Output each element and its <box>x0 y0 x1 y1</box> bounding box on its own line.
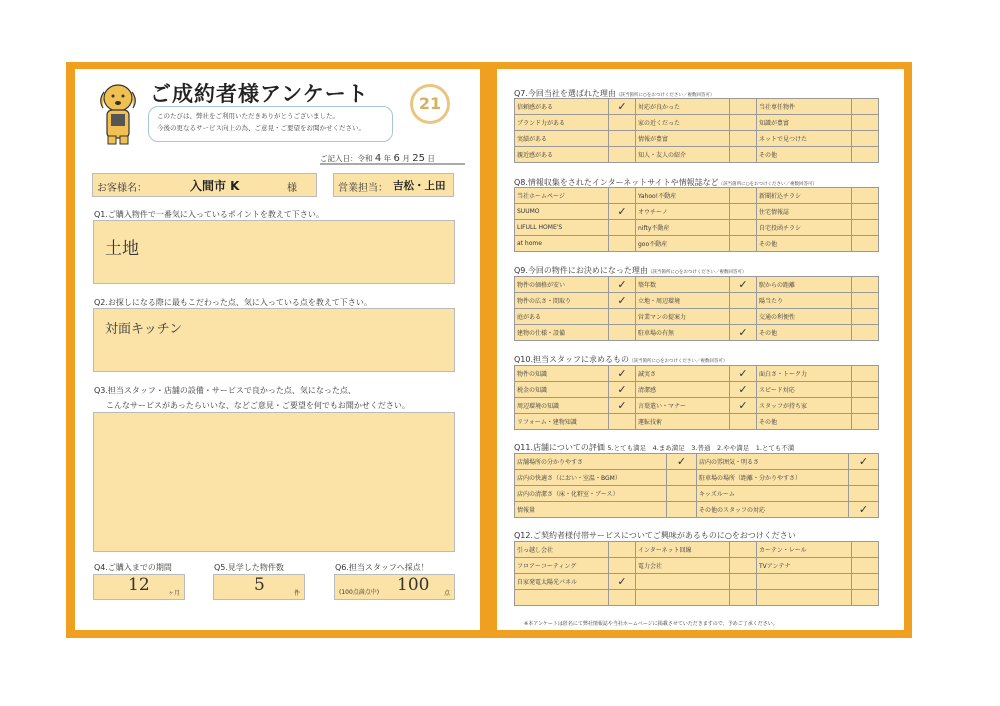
q7-option-label: 知識が豊富 <box>757 115 852 131</box>
q11-checkbox[interactable] <box>849 486 879 502</box>
date-underline <box>320 163 465 165</box>
q7-option-label: 信頼感がある <box>515 99 609 115</box>
q12-option-label: 自家発電太陽光パネル <box>515 574 609 590</box>
q10-option-label: 誠実さ <box>636 366 730 382</box>
q7-row <box>515 115 879 131</box>
q9-option-label: 物件の価格が安い <box>515 277 609 293</box>
q10-option-label: その他 <box>757 414 852 430</box>
q12-row <box>515 574 879 590</box>
q7-checkbox[interactable] <box>852 99 879 115</box>
q1-question: Q1.ご購入物件で一番気に入っているポイントを教えて下さい。 <box>94 210 324 219</box>
greeting-bubble <box>148 106 393 142</box>
customer-suffix: 様 <box>287 183 297 194</box>
q10-checkbox[interactable] <box>852 366 879 382</box>
q12-checkbox[interactable] <box>852 574 879 590</box>
q12-checkbox[interactable] <box>730 542 757 558</box>
q7-checkbox[interactable] <box>730 131 757 147</box>
q7-checkbox[interactable] <box>609 115 636 131</box>
q10-note: （該当箇所に○をおつけください／複数回答可） <box>629 359 728 364</box>
q11-option-label: 店内の雰囲気・明るさ <box>697 454 849 470</box>
q9-checkbox[interactable]: ✓ <box>730 325 757 341</box>
q9-checkbox[interactable]: ✓ <box>609 277 636 293</box>
q2-question: Q2.お探しになる際に最もこだわった点、気に入っている点を教えて下さい。 <box>94 298 372 307</box>
q5-question: Q5.見学した物件数 <box>214 563 284 572</box>
greeting-line-1: このたびは、弊社をご利用いただきありがとうございました。 <box>157 112 339 120</box>
q8-option-label: オウチーノ <box>636 204 730 220</box>
q11-row <box>515 502 879 518</box>
q9-option-label: 建物の仕様・設備 <box>515 325 609 341</box>
date-month: 6 <box>393 153 400 164</box>
q10-row <box>515 398 879 414</box>
q10-row <box>515 414 879 430</box>
q3-answer-box <box>93 412 455 552</box>
q8-checkbox[interactable] <box>609 188 636 204</box>
q10-checkbox[interactable]: ✓ <box>730 366 757 382</box>
q9-checkbox[interactable]: ✓ <box>609 293 636 309</box>
q7-option-label: 知人・友人の紹介 <box>636 147 730 163</box>
q7-option-label: ネットで見つけた <box>757 131 852 147</box>
staff-label: 営業担当： <box>338 183 388 194</box>
page-title: ご成約者様アンケート <box>150 82 369 106</box>
q10-checkbox[interactable]: ✓ <box>730 382 757 398</box>
q10-checkbox[interactable]: ✓ <box>609 382 636 398</box>
q9-option-label: 駅からの距離 <box>757 277 852 293</box>
q6-question: Q6.担当スタッフへ採点！ <box>335 563 429 572</box>
q11-option-label: 店内の快適さ（におい・室温・BGM） <box>515 470 667 486</box>
q8-option-label: LIFULL HOME'S <box>515 220 609 236</box>
q9-checkbox[interactable] <box>730 293 757 309</box>
q10-row <box>515 366 879 382</box>
q12-table <box>514 541 879 606</box>
q10-checkbox[interactable] <box>730 414 757 430</box>
q8-checkbox[interactable] <box>730 220 757 236</box>
q8-option-label: nifty不動産 <box>636 220 730 236</box>
q10-checkbox[interactable] <box>852 414 879 430</box>
q3-question-line-2: こんなサービスがあったらいいな、などご意見・ご要望を何でもお聞かせください。 <box>106 401 410 410</box>
q12-option-label <box>757 574 852 590</box>
date-month-unit: 月 <box>402 154 410 163</box>
q9-option-label: 交通の利便性 <box>757 309 852 325</box>
q7-option-label: 当社専任物件 <box>757 99 852 115</box>
q9-option-label: 物件の広さ・間取り <box>515 293 609 309</box>
q11-checkbox[interactable] <box>667 486 697 502</box>
q8-checkbox[interactable] <box>609 236 636 252</box>
q10-option-label: 清潔感 <box>636 382 730 398</box>
q9-checkbox[interactable] <box>609 309 636 325</box>
century21-logo: 21 <box>410 84 450 124</box>
q8-checkbox[interactable] <box>852 220 879 236</box>
q7-checkbox[interactable] <box>609 147 636 163</box>
q10-option-label: 周辺環境の知識 <box>515 398 609 414</box>
q11-checkbox[interactable] <box>849 470 879 486</box>
q9-row <box>515 309 879 325</box>
q8-option-label: Yahoo!不動産 <box>636 188 730 204</box>
date-day-unit: 日 <box>427 154 435 163</box>
q12-option-label <box>757 590 852 606</box>
q8-option-label: SUUMO <box>515 204 609 220</box>
q9-question <box>514 265 746 276</box>
date-day: 25 <box>412 153 425 164</box>
q5-answer: 5 <box>254 575 265 595</box>
q6-answer: 100 <box>397 575 430 595</box>
q10-checkbox[interactable] <box>852 398 879 414</box>
q10-checkbox[interactable] <box>609 414 636 430</box>
q9-row <box>515 325 879 341</box>
q12-checkbox[interactable] <box>609 590 636 606</box>
q11-checkbox[interactable]: ✓ <box>667 454 697 470</box>
q7-option-label: ブランド力がある <box>515 115 609 131</box>
q12-checkbox[interactable]: ✓ <box>609 574 636 590</box>
q7-table <box>514 98 879 163</box>
q10-option-label: 言葉遣い・マナー <box>636 398 730 414</box>
q11-option-label: 店舗場所の分かりやすさ <box>515 454 667 470</box>
q12-row <box>515 558 879 574</box>
q8-option-label: 新聞折込チラシ <box>757 188 852 204</box>
q8-row <box>515 204 879 220</box>
q6-prefix: (100点満点中) <box>339 589 380 596</box>
q7-checkbox[interactable] <box>609 131 636 147</box>
staff-names: 吉松・上田 <box>393 180 446 192</box>
q12-question: Q12.ご契約者様付帯サービスについてご興味があるものに○をおつけください <box>514 531 796 540</box>
q4-answer: 12 <box>128 575 150 595</box>
q11-option-label: 駐車場の場所（距離・分かりやすさ） <box>697 470 849 486</box>
q10-checkbox[interactable]: ✓ <box>609 398 636 414</box>
q8-option-label: at home <box>515 236 609 252</box>
q11-checkbox[interactable]: ✓ <box>849 502 879 518</box>
q7-note: （該当箇所に○をおつけください／複数回答可） <box>615 93 715 98</box>
q9-note: （該当箇所に○をおつけください／複数回答可） <box>647 270 747 275</box>
q12-option-label: 電力会社 <box>636 558 730 574</box>
q9-option-label: 立地・周辺環境 <box>636 293 730 309</box>
q7-checkbox[interactable] <box>730 115 757 131</box>
q8-note: （該当箇所に○をおつけください／複数回答可） <box>718 182 818 187</box>
q12-checkbox[interactable] <box>609 542 636 558</box>
q8-row <box>515 236 879 252</box>
q8-checkbox[interactable] <box>730 188 757 204</box>
q11-row <box>515 486 879 502</box>
q11-option-label: 情報量 <box>515 502 667 518</box>
date-year: 4 <box>374 153 382 164</box>
q11-checkbox[interactable] <box>667 470 697 486</box>
q9-checkbox[interactable] <box>852 325 879 341</box>
q10-row <box>515 382 879 398</box>
q10-option-label: 税金の知識 <box>515 382 609 398</box>
q8-checkbox[interactable] <box>609 220 636 236</box>
q11-option-label: キッズルーム <box>697 486 849 502</box>
q12-checkbox[interactable] <box>609 558 636 574</box>
q12-option-label <box>636 574 730 590</box>
q4-question: Q4.ご購入までの期間 <box>94 563 172 572</box>
q7-option-label: 対応が良かった <box>636 99 730 115</box>
q11-question-text: Q11.店舗についての評価 <box>514 443 605 452</box>
q7-checkbox[interactable] <box>852 147 879 163</box>
greeting-line-2: 今後の更なるサービス向上の為、ご意見・ご要望をお聞かせください。 <box>157 124 365 132</box>
q8-checkbox[interactable] <box>852 188 879 204</box>
q10-question-text: Q10.担当スタッフに求めるもの <box>514 355 630 364</box>
q9-row <box>515 293 879 309</box>
q10-table <box>514 365 879 430</box>
customer-label: お客様名： <box>97 183 147 194</box>
q8-table <box>514 187 879 252</box>
q8-option-label: その他 <box>757 236 852 252</box>
q12-checkbox[interactable] <box>852 558 879 574</box>
q12-checkbox[interactable] <box>730 590 757 606</box>
q8-option-label: 住宅情報誌 <box>757 204 852 220</box>
q12-option-label <box>636 590 730 606</box>
q9-checkbox[interactable]: ✓ <box>730 277 757 293</box>
customer-name: 入間市 K <box>190 179 240 193</box>
q10-option-label: スピード対応 <box>757 382 852 398</box>
q9-question-text: Q9.今回の物件にお決めになった理由 <box>514 266 648 275</box>
q7-checkbox[interactable] <box>852 131 879 147</box>
q10-checkbox[interactable]: ✓ <box>609 366 636 382</box>
q7-row <box>515 131 879 147</box>
q10-option-label: リフォーム・建物知識 <box>515 414 609 430</box>
q5-unit: 件 <box>294 590 301 597</box>
q7-option-label: 家の近くだった <box>636 115 730 131</box>
q7-checkbox[interactable] <box>852 115 879 131</box>
q11-table <box>514 453 879 518</box>
q12-option-label: 引っ越し会社 <box>515 542 609 558</box>
q8-checkbox[interactable] <box>852 204 879 220</box>
date-year-unit: 年 <box>383 154 392 163</box>
date-label: ご記入日：令和 <box>320 154 373 163</box>
q7-checkbox[interactable] <box>730 147 757 163</box>
q10-question <box>514 354 727 365</box>
q9-checkbox[interactable] <box>609 325 636 341</box>
q12-option-label <box>515 590 609 606</box>
q12-option-label: インターネット回線 <box>636 542 730 558</box>
q9-option-label: 駐車場の有無 <box>636 325 730 341</box>
q2-answer: 対面キッチン <box>105 322 183 337</box>
q7-option-label: 情報が豊富 <box>636 131 730 147</box>
q12-option-label: フロアーコーティング <box>515 558 609 574</box>
q7-checkbox[interactable]: ✓ <box>609 99 636 115</box>
q9-checkbox[interactable] <box>730 309 757 325</box>
q10-option-label: 面白さ・トーク力 <box>757 366 852 382</box>
q7-option-label: 親近感がある <box>515 147 609 163</box>
q11-checkbox[interactable]: ✓ <box>849 454 879 470</box>
q9-option-label: 陽当たり <box>757 293 852 309</box>
q10-option-label: 物件の知識 <box>515 366 609 382</box>
q6-unit: 点 <box>444 590 451 597</box>
q8-checkbox[interactable] <box>730 236 757 252</box>
q8-row <box>515 188 879 204</box>
q7-checkbox[interactable] <box>730 99 757 115</box>
q8-option-label: goo不動産 <box>636 236 730 252</box>
q7-row <box>515 147 879 163</box>
q9-option-label: 築年数 <box>636 277 730 293</box>
q1-answer: 土地 <box>105 239 139 259</box>
q7-option-label: 実績がある <box>515 131 609 147</box>
q11-scale: 5.とても満足 4.まあ満足 3.普通 2.やや満足 1.とても不満 <box>607 444 795 452</box>
q8-option-label: 当社ホームページ <box>515 188 609 204</box>
q12-checkbox[interactable] <box>730 558 757 574</box>
q9-row <box>515 277 879 293</box>
q12-row <box>515 542 879 558</box>
q10-checkbox[interactable]: ✓ <box>730 398 757 414</box>
q12-option-label: TVアンテナ <box>757 558 852 574</box>
q12-checkbox[interactable] <box>852 542 879 558</box>
q9-checkbox[interactable] <box>852 309 879 325</box>
q7-question-text: Q7.今回当社を選ばれた理由 <box>514 89 616 98</box>
q12-checkbox[interactable] <box>730 574 757 590</box>
q7-option-label: その他 <box>757 147 852 163</box>
q9-checkbox[interactable] <box>852 277 879 293</box>
q10-checkbox[interactable] <box>852 382 879 398</box>
q3-question-line-1: Q3.担当スタッフ・店舗の設備・サービスで良かった点、気になった点、 <box>94 386 356 395</box>
footnote: ※本アンケートは匿名にて弊社情報誌や当社ホームページに掲載させていただきますので、予めご了承ください。 <box>524 621 778 627</box>
q10-option-label: 運転技術 <box>636 414 730 430</box>
q7-row <box>515 99 879 115</box>
q8-checkbox[interactable]: ✓ <box>609 204 636 220</box>
dog-mascot-icon <box>95 78 141 146</box>
q8-checkbox[interactable] <box>730 204 757 220</box>
q11-checkbox[interactable] <box>667 502 697 518</box>
q12-option-label: カーテン・レール <box>757 542 852 558</box>
q11-row <box>515 454 879 470</box>
q11-row <box>515 470 879 486</box>
q8-checkbox[interactable] <box>852 236 879 252</box>
q8-question-text: Q8.情報収集をされたインターネットサイトや情報誌など <box>514 178 719 187</box>
q4-unit: ヶ月 <box>168 590 181 597</box>
q9-table <box>514 276 879 341</box>
q9-option-label: その他 <box>757 325 852 341</box>
q11-option-label: 店内の清潔さ（床・化粧室・ブース） <box>515 486 667 502</box>
q12-checkbox[interactable] <box>852 590 879 606</box>
q1-answer-box <box>93 220 455 284</box>
q8-row <box>515 220 879 236</box>
q8-option-label: 自宅投函チラシ <box>757 220 852 236</box>
q11-option-label: その他のスタッフの対応 <box>697 502 849 518</box>
q9-checkbox[interactable] <box>852 293 879 309</box>
q10-option-label: スタッフが持ち家 <box>757 398 852 414</box>
q9-option-label: 営業マンの提案力 <box>636 309 730 325</box>
q9-option-label: 庭がある <box>515 309 609 325</box>
q12-row <box>515 590 879 606</box>
q11-question <box>514 442 794 453</box>
